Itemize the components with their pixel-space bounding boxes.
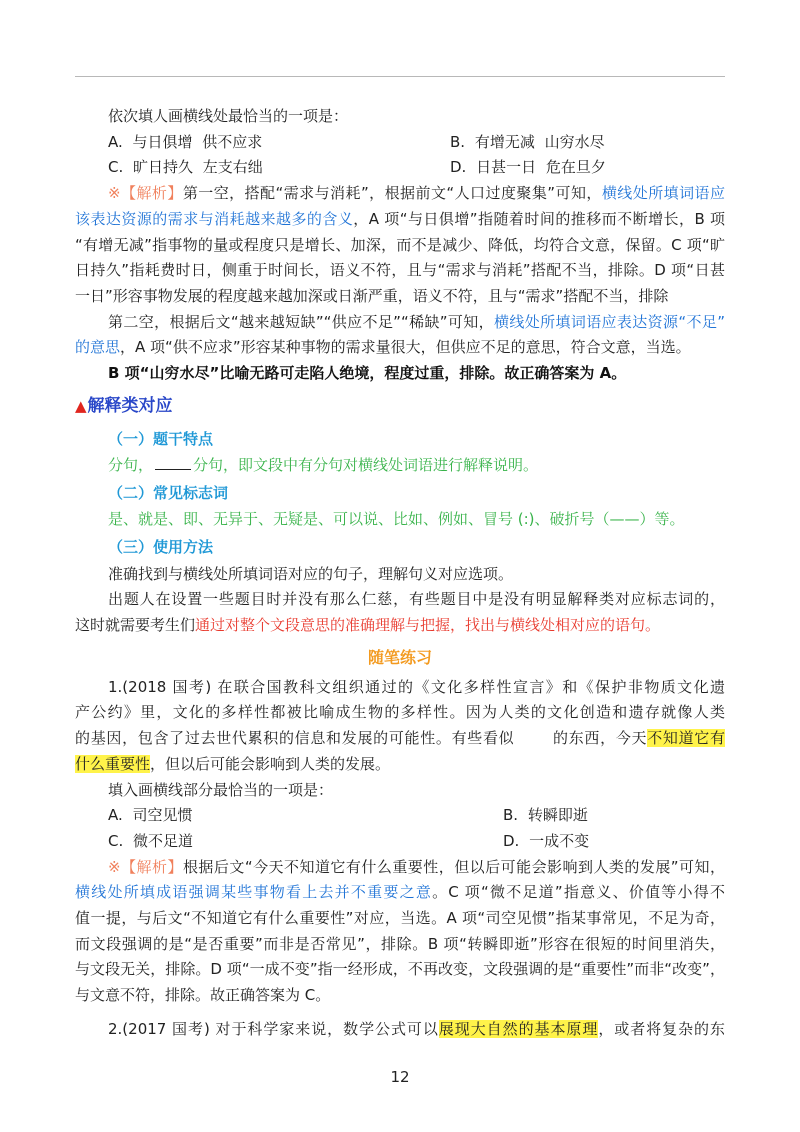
plain-text: 第二空，根据后文“越来越短缺”“供应不足”“稀缺”可知， — [108, 312, 495, 331]
analysis-line — [75, 855, 725, 881]
stem-line: 产公约》里，文化的多样性都被比喻成生物的多样性。因为人类的文化创造和遗存就像人类 — [75, 703, 725, 722]
plain-text: 2.(2017 国考) 对于科学家来说，数学公式可以 — [108, 1019, 439, 1038]
analysis-line — [75, 181, 725, 207]
stem-line — [75, 726, 725, 752]
plain-text: ，或者将复杂的东 — [598, 1019, 725, 1038]
analysis-line: 与文段无关，排除。D 项“一成不变”指一经形成，不再改变，文段强调的是“重要性”而非“改变”， — [75, 960, 725, 979]
key-point-text: 横线处所填词语应表达资源“不足” — [494, 312, 725, 331]
option-d: D. 一成不变 — [503, 831, 590, 850]
plain-text: 根据后文“今天不知道它有什么重要性，但以后可能会影响到人类的发展”可知， — [182, 857, 725, 876]
signal-words-text: 是、就是、即、无异于、无疑是、可以说、比如、例如、冒号 (:)、破折号（——）等。 — [108, 509, 685, 528]
option-b: B. 有增无减 山穷水尽 — [450, 132, 605, 151]
header-rule — [75, 76, 725, 77]
yellow-highlight: 不知道它有 — [647, 729, 725, 748]
question-2 — [75, 1017, 725, 1043]
plain-text: 第一空，搭配“需求与消耗”，根据前文“人口过度聚集”可知， — [182, 184, 602, 203]
options-row — [75, 829, 725, 855]
analysis-paragraph — [75, 855, 725, 1009]
analysis-line — [75, 207, 725, 233]
analysis-line: 一日”形容事物发展的程度越来越加深或日渐严重，语义不符，且与“需求”搭配不当，排除 — [75, 286, 669, 305]
key-point-text: 的意思 — [75, 338, 121, 357]
practice-title: 随笔练习 — [367, 647, 432, 667]
options-row — [75, 803, 725, 829]
analysis-line — [75, 310, 725, 336]
key-point-text: 横线处所填词语应 — [601, 184, 725, 203]
fill-blank-line — [155, 455, 191, 470]
option-a: A. 司空见惯 — [108, 806, 193, 825]
analysis-line — [75, 335, 725, 361]
analysis-line: 与文意不符，排除。故正确答案为 C。 — [75, 986, 331, 1005]
option-c: C. 旷日持久 左支右绌 — [108, 158, 263, 177]
plain-text: 分句，即文段中有分句对横线处词语进行解释说明。 — [193, 455, 539, 474]
subheading: （一）题干特点 — [108, 430, 214, 449]
yellow-highlight: 什么重要性 — [75, 754, 151, 773]
plain-text: 的东西，今天 — [552, 729, 648, 748]
plain-text: ，A 项“与日俱增”指随着时间的推移而不断增长，B 项 — [353, 209, 725, 228]
plain-text: 分句， — [108, 455, 154, 474]
analysis-tag: ※【解析】 — [108, 857, 183, 876]
feature-text — [75, 453, 725, 479]
section-heading — [75, 394, 725, 420]
option-b: B. 转瞬即逝 — [503, 806, 588, 825]
subheading: （三）使用方法 — [108, 537, 214, 556]
question-prompt: 填入画横线部分最恰当的一项是： — [108, 780, 334, 799]
answer-blank — [514, 742, 552, 743]
analysis-line — [75, 880, 725, 906]
second-blank-paragraph — [75, 310, 725, 361]
analysis-line: 而文段强调的是“是否重要”而非是否常见”，排除。B 项“转瞬即逝”形容在很短的时间里消失， — [75, 934, 725, 953]
plain-text: ，A 项“供不应求”形容某种事物的需求量很大，但供应不足的意思，符合文意，当选。 — [120, 338, 691, 357]
option-a: A. 与日俱增 供不应求 — [108, 132, 263, 151]
stem-line — [75, 752, 725, 778]
plain-text: 的基因，包含了过去世代累积的信息和发展的可能性。有些看似 — [75, 729, 515, 748]
method-note-line: 出题人在设置一些题目时并没有那么仁慈，有些题目中是没有明显解释类对应标志词的， — [108, 590, 725, 609]
analysis-tag: ※【解析】 — [108, 184, 183, 203]
options-row — [75, 155, 725, 181]
method-note-line — [75, 613, 725, 639]
yellow-highlight: 展现大自然的基本原理 — [438, 1019, 599, 1038]
analysis-line: 值一提，与后文“不知道它有什么重要性”对应，当选。A 项“司空见惯”指某事常见，不足为奇， — [75, 909, 725, 928]
plain-text: 。C 项“微不足道”指意义、价值等小得不 — [432, 883, 725, 902]
question-1 — [75, 675, 725, 1009]
page-content — [75, 104, 725, 1042]
analysis-line: 日持久”指耗费时日，侧重于时间长，语义不符，且与“需求与消耗”搭配不当，排除。D 项“日甚 — [75, 261, 725, 280]
options-row — [75, 130, 725, 156]
key-point-text: 横线处所填成语强调某些事物看上去并不重要之意 — [75, 883, 433, 902]
subheading: （二）常见标志词 — [108, 484, 229, 503]
answer-conclusion: B 项“山穷水尽”比喻无路可走陷人绝境，程度过重，排除。故正确答案为 A。 — [108, 364, 627, 383]
stem-line: 1.(2018 国考) 在联合国教科文组织通过的《文化多样性宣言》和《保护非物质文化遗 — [108, 677, 725, 696]
page-number: 12 — [390, 1068, 410, 1086]
stem-line — [75, 1017, 725, 1043]
option-c: C. 微不足道 — [108, 831, 194, 850]
analysis-line: “有增无减”指事物的量或程度只是增长、加深，而不是减少、降低，均符合文意，保留。C 项“旷 — [75, 235, 725, 254]
key-point-text: 该表达资源的需求与消耗越来越多的含义 — [75, 209, 354, 228]
plain-text: ，但以后可能会影响到人类的发展。 — [150, 754, 391, 773]
triangle-icon: ▲ — [75, 397, 87, 416]
plain-text: 这时就需要考生们 — [75, 616, 196, 635]
method-text: 准确找到与横线处所填词语对应的句子，理解句义对应选项。 — [108, 564, 514, 583]
question-prompt: 依次填人画横线处最恰当的一项是： — [108, 107, 349, 125]
option-d: D. 日甚一日 危在旦夕 — [450, 158, 606, 177]
section-title: 解释类对应 — [87, 396, 173, 417]
analysis-paragraph — [75, 181, 725, 310]
emphasis-text: 通过对整个文段意思的准确理解与把握，找出与横线处相对应的语句。 — [195, 616, 661, 635]
